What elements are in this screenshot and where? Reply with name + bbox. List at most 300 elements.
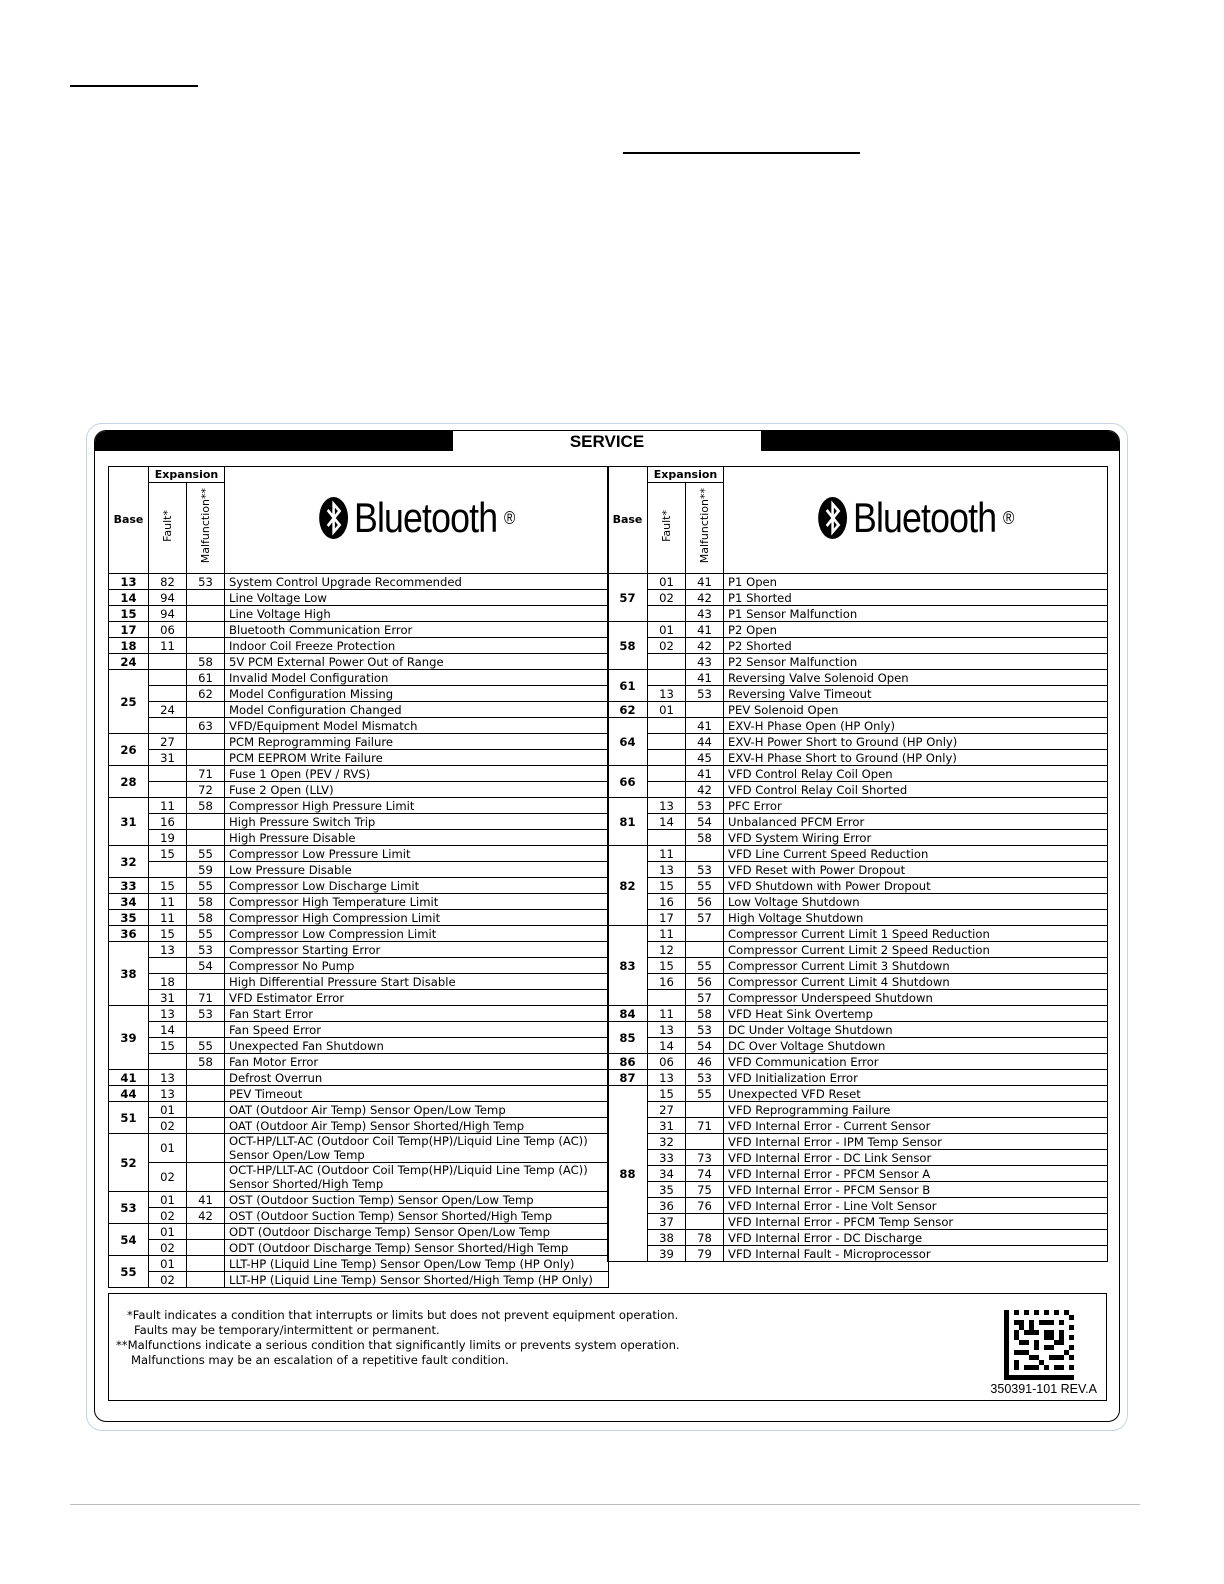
fault-description: VFD/Equipment Model Mismatch <box>225 718 609 734</box>
table-row <box>608 974 1108 990</box>
malfunction-code: 53 <box>686 798 724 814</box>
table-row <box>608 1246 1108 1262</box>
table-row <box>109 1192 609 1208</box>
fault-description: Unexpected Fan Shutdown <box>225 1038 609 1054</box>
table-row <box>608 798 1108 814</box>
bluetooth-wordmark: Bluetooth <box>354 494 498 541</box>
malfunction-code: 42 <box>686 590 724 606</box>
fault-description: Compressor Current Limit 3 Shutdown <box>724 958 1108 974</box>
fault-code: 35 <box>648 1182 686 1198</box>
table-row <box>608 782 1108 798</box>
fault-description: High Pressure Disable <box>225 830 609 846</box>
base-code: 83 <box>608 926 648 1006</box>
fault-code: 01 <box>149 1102 187 1118</box>
fault-description: Compressor Current Limit 1 Speed Reduction <box>724 926 1108 942</box>
fault-description: Compressor Low Compression Limit <box>225 926 609 942</box>
table-row <box>608 878 1108 894</box>
table-row <box>109 830 609 846</box>
base-code: 24 <box>109 654 149 670</box>
fault-description: VFD Shutdown with Power Dropout <box>724 878 1108 894</box>
fault-code: 01 <box>149 1134 187 1163</box>
table-row <box>608 830 1108 846</box>
fault-description: VFD System Wiring Error <box>724 830 1108 846</box>
malfunction-code: 55 <box>686 1086 724 1102</box>
base-code: 85 <box>608 1022 648 1054</box>
base-code: 53 <box>109 1192 149 1224</box>
malfunction-code: 41 <box>686 718 724 734</box>
table-row <box>109 974 609 990</box>
table-row <box>109 606 609 622</box>
fault-code <box>648 782 686 798</box>
fault-description: OAT (Outdoor Air Temp) Sensor Open/Low Temp <box>225 1102 609 1118</box>
fault-code: 01 <box>648 574 686 590</box>
fault-code <box>648 670 686 686</box>
fault-description: DC Under Voltage Shutdown <box>724 1022 1108 1038</box>
table-row <box>109 590 609 606</box>
fault-code: 16 <box>648 974 686 990</box>
table-row <box>109 766 609 782</box>
fault-code: 31 <box>149 990 187 1006</box>
malfunction-code: 61 <box>187 670 225 686</box>
malfunction-code <box>187 974 225 990</box>
table-row <box>608 1118 1108 1134</box>
table-row <box>109 958 609 974</box>
fault-code <box>648 654 686 670</box>
fault-description: High Voltage Shutdown <box>724 910 1108 926</box>
fault-description: PFC Error <box>724 798 1108 814</box>
fault-code: 06 <box>648 1054 686 1070</box>
fault-description: Unexpected VFD Reset <box>724 1086 1108 1102</box>
fault-code: 94 <box>149 606 187 622</box>
table-row <box>109 670 609 686</box>
table-row <box>109 1070 609 1086</box>
malfunction-code: 41 <box>686 766 724 782</box>
base-code: 33 <box>109 878 149 894</box>
malfunction-code: 53 <box>686 1022 724 1038</box>
fault-code <box>149 766 187 782</box>
fault-code: 02 <box>149 1163 187 1192</box>
fault-code: 17 <box>648 910 686 926</box>
malfunction-code <box>187 750 225 766</box>
fault-description: System Control Upgrade Recommended <box>225 574 609 590</box>
fault-code-table-right <box>607 466 1108 1262</box>
malfunction-code <box>187 1070 225 1086</box>
table-row <box>608 990 1108 1006</box>
fault-description: PEV Solenoid Open <box>724 702 1108 718</box>
expansion-header: Expansion <box>648 467 724 483</box>
fault-code: 13 <box>648 1070 686 1086</box>
fault-code: 27 <box>149 734 187 750</box>
fault-header: Fault* <box>648 483 686 574</box>
table-row <box>608 1134 1108 1150</box>
fault-description: EXV-H Power Short to Ground (HP Only) <box>724 734 1108 750</box>
fault-code: 82 <box>149 574 187 590</box>
table-row <box>608 590 1108 606</box>
fault-code: 11 <box>149 638 187 654</box>
table-row <box>608 1198 1108 1214</box>
fault-code <box>648 766 686 782</box>
base-code: 32 <box>109 846 149 878</box>
malfunction-code: 53 <box>187 1006 225 1022</box>
malfunction-code <box>187 638 225 654</box>
service-title: SERVICE <box>453 431 761 451</box>
fault-description: ODT (Outdoor Discharge Temp) Sensor Open/Low Temp <box>225 1224 609 1240</box>
malfunction-code: 74 <box>686 1166 724 1182</box>
table-row <box>109 1118 609 1134</box>
header-rule-left <box>70 85 198 87</box>
base-code: 41 <box>109 1070 149 1086</box>
base-code: 26 <box>109 734 149 766</box>
fault-description: Compressor High Compression Limit <box>225 910 609 926</box>
table-row <box>608 638 1108 654</box>
malfunction-code: 41 <box>686 574 724 590</box>
table-row <box>608 1022 1108 1038</box>
fault-code: 02 <box>648 638 686 654</box>
fault-description: P2 Open <box>724 622 1108 638</box>
table-row <box>109 1086 609 1102</box>
fault-code <box>149 958 187 974</box>
malfunction-code <box>187 814 225 830</box>
malfunction-code: 55 <box>686 878 724 894</box>
fault-description: VFD Initialization Error <box>724 1070 1108 1086</box>
fault-description: Invalid Model Configuration <box>225 670 609 686</box>
table-row <box>109 702 609 718</box>
fault-description: Fan Start Error <box>225 1006 609 1022</box>
malfunction-code <box>686 942 724 958</box>
malfunction-code: 75 <box>686 1182 724 1198</box>
fault-description: Fan Speed Error <box>225 1022 609 1038</box>
table-row <box>109 1134 609 1163</box>
fault-code: 11 <box>149 798 187 814</box>
malfunction-code: 53 <box>686 1070 724 1086</box>
fault-description: PCM Reprogramming Failure <box>225 734 609 750</box>
fault-description: VFD Internal Error - IPM Temp Sensor <box>724 1134 1108 1150</box>
fault-code <box>648 718 686 734</box>
malfunction-code: 55 <box>187 846 225 862</box>
fault-code <box>648 734 686 750</box>
malfunction-code <box>187 734 225 750</box>
fault-code: 15 <box>149 1038 187 1054</box>
fault-description: VFD Internal Error - Line Volt Sensor <box>724 1198 1108 1214</box>
fault-code: 39 <box>648 1246 686 1262</box>
malfunction-code: 57 <box>686 910 724 926</box>
fault-code: 01 <box>149 1224 187 1240</box>
fault-code: 15 <box>648 1086 686 1102</box>
malfunction-footnote-cont: Malfunctions may be an escalation of a repetitive fault condition. <box>131 1353 509 1367</box>
malfunction-code: 71 <box>187 990 225 1006</box>
base-code: 64 <box>608 718 648 766</box>
fault-code: 14 <box>149 1022 187 1038</box>
malfunction-code <box>187 1134 225 1163</box>
malfunction-code: 58 <box>187 798 225 814</box>
fault-code: 02 <box>149 1118 187 1134</box>
malfunction-code: 43 <box>686 606 724 622</box>
table-row <box>109 1102 609 1118</box>
fault-code: 32 <box>648 1134 686 1150</box>
base-code: 55 <box>109 1256 149 1288</box>
part-number: 350391-101 REV.A <box>990 1382 1097 1396</box>
fault-description: Unbalanced PFCM Error <box>724 814 1108 830</box>
base-code: 35 <box>109 910 149 926</box>
table-row <box>608 1150 1108 1166</box>
fault-code: 31 <box>648 1118 686 1134</box>
malfunction-code: 71 <box>187 766 225 782</box>
fault-code <box>648 606 686 622</box>
table-row <box>109 1054 609 1070</box>
fault-description: DC Over Voltage Shutdown <box>724 1038 1108 1054</box>
fault-description: OAT (Outdoor Air Temp) Sensor Shorted/High Temp <box>225 1118 609 1134</box>
fault-description: Compressor Underspeed Shutdown <box>724 990 1108 1006</box>
bluetooth-logo <box>724 467 1108 574</box>
malfunction-code: 42 <box>686 782 724 798</box>
table-row <box>109 782 609 798</box>
fault-description: Fuse 1 Open (PEV / RVS) <box>225 766 609 782</box>
fault-description: VFD Reprogramming Failure <box>724 1102 1108 1118</box>
malfunction-code <box>187 830 225 846</box>
base-header: Base <box>608 467 648 574</box>
table-row <box>109 1208 609 1224</box>
fault-code: 01 <box>149 1192 187 1208</box>
table-row <box>109 926 609 942</box>
fault-code: 11 <box>648 1006 686 1022</box>
fault-code: 24 <box>149 702 187 718</box>
fault-description: P1 Open <box>724 574 1108 590</box>
table-row <box>608 1086 1108 1102</box>
malfunction-code <box>187 1256 225 1272</box>
malfunction-code <box>686 926 724 942</box>
malfunction-code <box>187 1118 225 1134</box>
malfunction-code <box>686 846 724 862</box>
fault-description: VFD Control Relay Coil Shorted <box>724 782 1108 798</box>
fault-description: EXV-H Phase Open (HP Only) <box>724 718 1108 734</box>
table-row <box>109 1256 609 1272</box>
base-code: 81 <box>608 798 648 846</box>
malfunction-code <box>187 590 225 606</box>
malfunction-code: 55 <box>187 926 225 942</box>
fault-description: P1 Sensor Malfunction <box>724 606 1108 622</box>
table-row <box>608 686 1108 702</box>
malfunction-code: 57 <box>686 990 724 1006</box>
fault-code: 16 <box>648 894 686 910</box>
malfunction-code: 54 <box>686 1038 724 1054</box>
malfunction-code: 53 <box>686 686 724 702</box>
fault-code <box>149 718 187 734</box>
table-row <box>608 750 1108 766</box>
table-row <box>608 1214 1108 1230</box>
table-row <box>608 702 1108 718</box>
fault-code: 13 <box>648 798 686 814</box>
table-row <box>608 894 1108 910</box>
base-code: 82 <box>608 846 648 926</box>
fault-description: Compressor Starting Error <box>225 942 609 958</box>
fault-code: 01 <box>149 1256 187 1272</box>
fault-code: 37 <box>648 1214 686 1230</box>
table-row <box>608 926 1108 942</box>
fault-code: 15 <box>149 926 187 942</box>
base-code: 84 <box>608 1006 648 1022</box>
malfunction-code: 58 <box>686 830 724 846</box>
malfunction-code: 41 <box>686 622 724 638</box>
fault-code: 15 <box>149 878 187 894</box>
malfunction-code: 42 <box>187 1208 225 1224</box>
fault-description: VFD Heat Sink Overtemp <box>724 1006 1108 1022</box>
table-row <box>608 766 1108 782</box>
table-row <box>608 1230 1108 1246</box>
fault-footnote-cont: Faults may be temporary/intermittent or permanent. <box>134 1323 440 1337</box>
table-row <box>608 574 1108 590</box>
fault-code: 11 <box>149 910 187 926</box>
malfunction-code: 56 <box>686 894 724 910</box>
fault-description: PCM EEPROM Write Failure <box>225 750 609 766</box>
malfunction-code <box>187 622 225 638</box>
fault-code: 13 <box>648 1022 686 1038</box>
base-code: 39 <box>109 1006 149 1070</box>
malfunction-code: 41 <box>686 670 724 686</box>
malfunction-code: 45 <box>686 750 724 766</box>
table-row <box>109 1240 609 1256</box>
malfunction-code: 58 <box>187 910 225 926</box>
fault-code: 15 <box>648 958 686 974</box>
base-code: 62 <box>608 702 648 718</box>
fault-description: Model Configuration Missing <box>225 686 609 702</box>
table-row <box>608 1054 1108 1070</box>
malfunction-code: 58 <box>187 894 225 910</box>
fault-description: Model Configuration Changed <box>225 702 609 718</box>
malfunction-code: 76 <box>686 1198 724 1214</box>
fault-code <box>648 750 686 766</box>
fault-description: Compressor Current Limit 2 Speed Reduction <box>724 942 1108 958</box>
fault-description: VFD Internal Error - Current Sensor <box>724 1118 1108 1134</box>
malfunction-code <box>187 1163 225 1192</box>
malfunction-code: 55 <box>187 878 225 894</box>
fault-code: 06 <box>149 622 187 638</box>
fault-description: PEV Timeout <box>225 1086 609 1102</box>
table-row <box>109 894 609 910</box>
malfunction-header: Malfunction** <box>187 483 225 574</box>
base-code: 15 <box>109 606 149 622</box>
base-header: Base <box>109 467 149 574</box>
fault-description: Indoor Coil Freeze Protection <box>225 638 609 654</box>
table-row <box>109 862 609 878</box>
table-row <box>608 814 1108 830</box>
malfunction-code: 58 <box>187 1054 225 1070</box>
table-row <box>608 1070 1108 1086</box>
bluetooth-wordmark: Bluetooth <box>853 494 997 541</box>
fault-code: 14 <box>648 1038 686 1054</box>
fault-description: Low Pressure Disable <box>225 862 609 878</box>
malfunction-code: 46 <box>686 1054 724 1070</box>
fault-code: 13 <box>149 942 187 958</box>
table-row <box>608 1006 1108 1022</box>
malfunction-code <box>187 1022 225 1038</box>
fault-description: Compressor No Pump <box>225 958 609 974</box>
fault-description: ODT (Outdoor Discharge Temp) Sensor Shorted/High Temp <box>225 1240 609 1256</box>
table-row <box>109 638 609 654</box>
footer-rule <box>70 1504 1140 1505</box>
fault-description: LLT-HP (Liquid Line Temp) Sensor Shorted/High Temp (HP Only) <box>225 1272 609 1288</box>
malfunction-code: 59 <box>187 862 225 878</box>
fault-code: 02 <box>149 1240 187 1256</box>
fault-description: Low Voltage Shutdown <box>724 894 1108 910</box>
fault-header: Fault* <box>149 483 187 574</box>
base-code: 28 <box>109 766 149 798</box>
fault-description: LLT-HP (Liquid Line Temp) Sensor Open/Low Temp (HP Only) <box>225 1256 609 1272</box>
fault-code: 12 <box>648 942 686 958</box>
base-code: 31 <box>109 798 149 846</box>
table-row <box>608 1166 1108 1182</box>
table-row <box>608 606 1108 622</box>
base-code: 13 <box>109 574 149 590</box>
base-code: 17 <box>109 622 149 638</box>
table-row <box>109 622 609 638</box>
registered-mark: ® <box>504 508 515 528</box>
table-row <box>109 910 609 926</box>
table-row <box>109 1163 609 1192</box>
fault-description: VFD Internal Error - DC Discharge <box>724 1230 1108 1246</box>
malfunction-code: 58 <box>686 1006 724 1022</box>
base-code: 58 <box>608 622 648 670</box>
malfunction-code: 62 <box>187 686 225 702</box>
fault-code: 02 <box>648 590 686 606</box>
fault-description: High Differential Pressure Start Disable <box>225 974 609 990</box>
base-code: 34 <box>109 894 149 910</box>
registered-mark: ® <box>1003 508 1014 528</box>
base-code: 44 <box>109 1086 149 1102</box>
fault-description: Defrost Overrun <box>225 1070 609 1086</box>
table-row <box>608 846 1108 862</box>
malfunction-code <box>187 606 225 622</box>
fault-code: 01 <box>648 702 686 718</box>
fault-code: 13 <box>149 1070 187 1086</box>
fault-description: VFD Internal Error - PFCM Sensor B <box>724 1182 1108 1198</box>
table-row <box>608 942 1108 958</box>
fault-code: 36 <box>648 1198 686 1214</box>
fault-description: VFD Communication Error <box>724 1054 1108 1070</box>
fault-code: 27 <box>648 1102 686 1118</box>
fault-description: Fuse 2 Open (LLV) <box>225 782 609 798</box>
malfunction-code <box>187 702 225 718</box>
base-code: 66 <box>608 766 648 798</box>
malfunction-header: Malfunction** <box>686 483 724 574</box>
fault-code: 33 <box>648 1150 686 1166</box>
base-code: 54 <box>109 1224 149 1256</box>
fault-description: High Pressure Switch Trip <box>225 814 609 830</box>
fault-code: 13 <box>149 1006 187 1022</box>
base-code: 14 <box>109 590 149 606</box>
fault-code: 16 <box>149 814 187 830</box>
fault-description: Fan Motor Error <box>225 1054 609 1070</box>
malfunction-code: 43 <box>686 654 724 670</box>
fault-description: VFD Internal Error - PFCM Temp Sensor <box>724 1214 1108 1230</box>
malfunction-code <box>686 1134 724 1150</box>
fault-code <box>149 670 187 686</box>
bluetooth-icon <box>318 496 349 540</box>
fault-code: 11 <box>648 846 686 862</box>
malfunction-code: 41 <box>187 1192 225 1208</box>
malfunction-code <box>187 1102 225 1118</box>
fault-description: Line Voltage Low <box>225 590 609 606</box>
malfunction-code: 54 <box>187 958 225 974</box>
base-code: 52 <box>109 1134 149 1192</box>
base-code: 86 <box>608 1054 648 1070</box>
fault-description: Compressor High Pressure Limit <box>225 798 609 814</box>
fault-description: VFD Line Current Speed Reduction <box>724 846 1108 862</box>
fault-code: 15 <box>648 878 686 894</box>
fault-description: OST (Outdoor Suction Temp) Sensor Open/Low Temp <box>225 1192 609 1208</box>
fault-description: Compressor Current Limit 4 Shutdown <box>724 974 1108 990</box>
malfunction-code <box>187 1240 225 1256</box>
malfunction-code: 79 <box>686 1246 724 1262</box>
